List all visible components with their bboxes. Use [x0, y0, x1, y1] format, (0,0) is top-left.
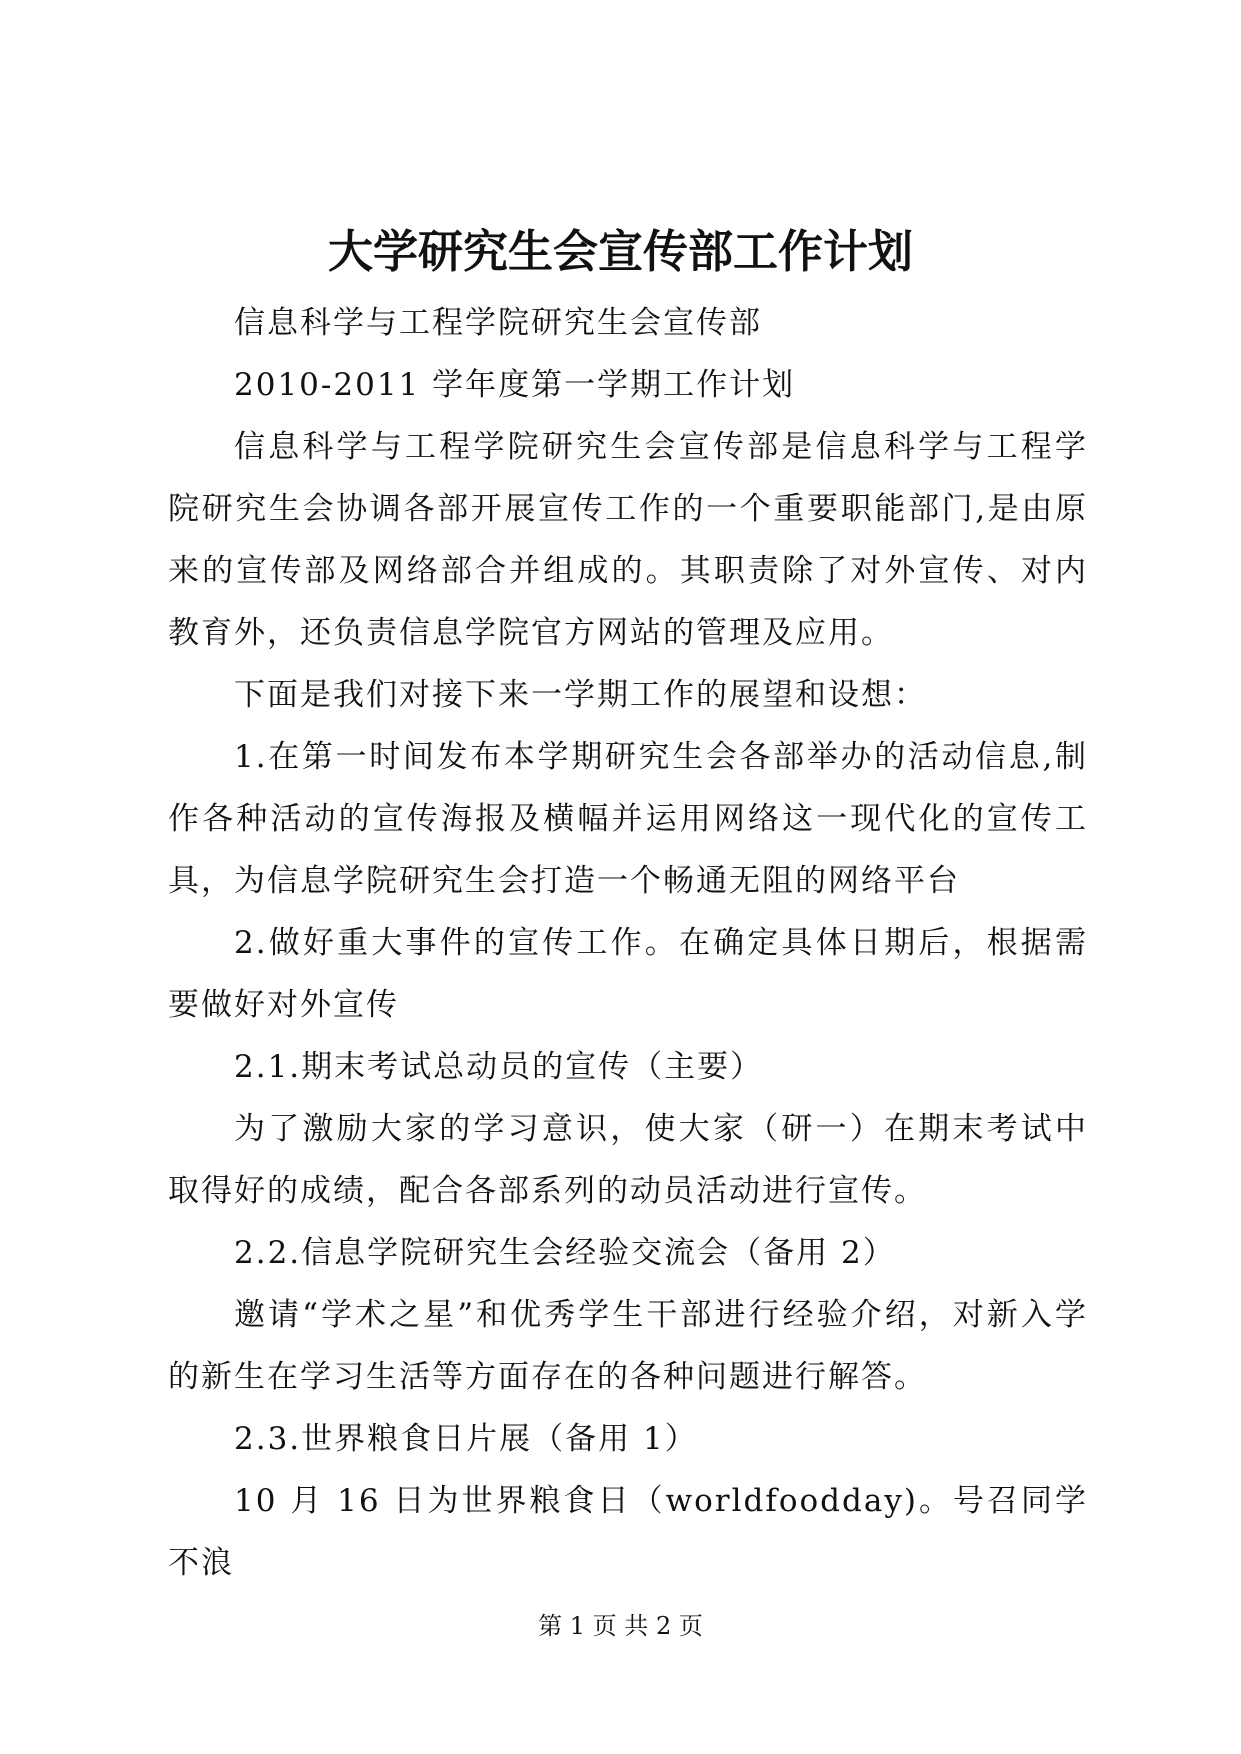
- paragraph-item-2-1-body: 为了激励大家的学习意识，使大家（研一）在期末考试中取得好的成绩，配合各部系列的动员活动进行宣传。: [168, 1111, 1088, 1209]
- paragraph-item-2-2: 2.2.信息学院研究生会经验交流会（备用 2）: [234, 1235, 896, 1271]
- document-body: [168, 292, 1088, 1594]
- page-footer: 第 1 页 共 2 页: [538, 1612, 703, 1640]
- paragraph-item-2-3: 2.3.世界粮食日片展（备用 1）: [234, 1421, 698, 1457]
- paragraph-item-1: 1.在第一时间发布本学期研究生会各部举办的活动信息,制作各种活动的宣传海报及横幅并运用网络这一现代化的宣传工具，为信息学院研究生会打造一个畅通无阻的网络平台: [168, 739, 1088, 899]
- paragraph-department: 信息科学与工程学院研究生会宣传部: [234, 305, 762, 341]
- paragraph-intro: 信息科学与工程学院研究生会宣传部是信息科学与工程学院研究生会协调各部开展宣传工作的一个重要职能部门,是由原来的宣传部及网络部合并组成的。其职责除了对外宣传、对内教育外，还负责信息学院官方网站的管理及应用。: [168, 429, 1088, 651]
- document-title: 大学研究生会宣传部工作计划: [327, 225, 913, 278]
- paragraph-plan-heading: 2010-2011 学年度第一学期工作计划: [234, 367, 796, 403]
- paragraph-item-2-2-body: 邀请“学术之星”和优秀学生干部进行经验介绍，对新入学的新生在学习生活等方面存在的各种问题进行解答。: [168, 1297, 1088, 1395]
- paragraph-item-2-3-body: 10 月 16 日为世界粮食日（worldfoodday)。号召同学不浪: [168, 1483, 1088, 1581]
- paragraph-outlook: 下面是我们对接下来一学期工作的展望和设想：: [234, 677, 927, 713]
- paragraph-item-2: 2.做好重大事件的宣传工作。在确定具体日期后，根据需要做好对外宣传: [168, 925, 1088, 1023]
- paragraph-item-2-1: 2.1.期末考试总动员的宣传（主要）: [234, 1049, 764, 1085]
